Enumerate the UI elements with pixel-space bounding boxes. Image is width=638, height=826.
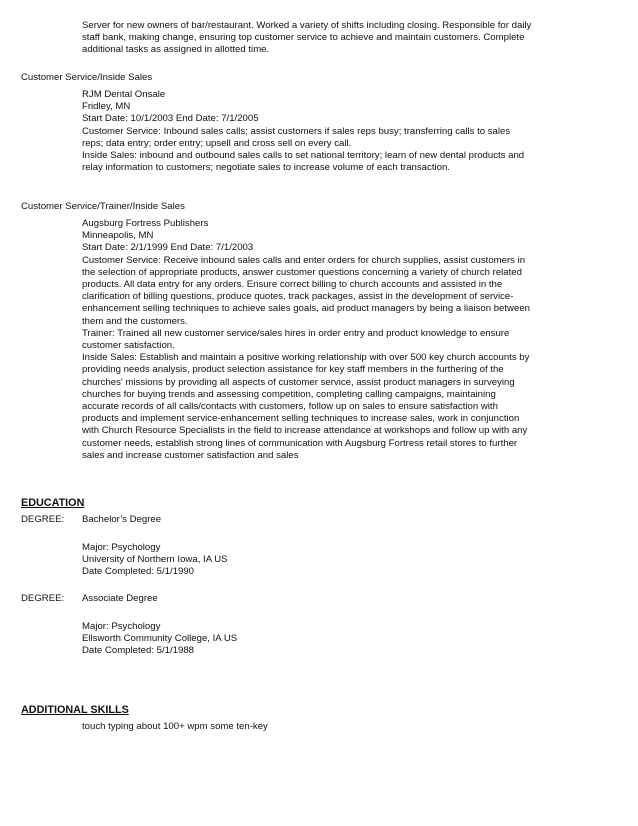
degree-detail-line: Ellsworth Community College, IA US: [82, 633, 238, 645]
degree-details: [82, 542, 582, 579]
job-line: churches for buying trends and assessing competition, completing calling campaigns, maintaining: [82, 388, 496, 400]
degree-detail-line: Major: Psychology: [82, 621, 161, 632]
degree-row: [21, 593, 158, 605]
job-line: reps; data entry; order entry; upsell and cross sell on every call.: [82, 137, 352, 149]
job-line: with Church Resource Specialists in the field to increase attendance at workshops and follow up with any: [82, 425, 528, 437]
job-line: them and the customers.: [82, 315, 188, 327]
job-title: Customer Service/Trainer/Inside Sales: [21, 201, 185, 212]
job-line: relay information to customers; negotiate sales to increase volume of each transaction.: [82, 162, 450, 174]
skills-text: touch typing about 100+ wpm some ten-key: [82, 721, 268, 732]
job-line: Minneapolis, MN: [82, 230, 154, 242]
degree-detail-line: Date Completed: 5/1/1988: [82, 645, 195, 657]
intro-line: staff bank, making change, ensuring top customer service to achieve and maintain customers. Complete: [82, 32, 525, 44]
job-line: Augsburg Fortress Publishers: [82, 218, 209, 229]
degree-detail-line: Major: Psychology: [82, 542, 161, 553]
job-line: enhancement selling techniques to achieve sales goals, aid product managers by being a liaison between: [82, 303, 530, 315]
job-line: Start Date: 2/1/1999 End Date: 7/1/2003: [82, 242, 254, 254]
job-line: products and implement service-enhancement selling techniques to increase sales, work in conjunction: [82, 413, 520, 425]
job-line: clarification of billing questions, produce quotes, track packages, assist in the development of service-: [82, 291, 514, 303]
job-line: customer satisfaction.: [82, 340, 175, 352]
job-title: Customer Service/Inside Sales: [21, 72, 153, 83]
job-line: Start Date: 10/1/2003 End Date: 7/1/2005: [82, 113, 259, 125]
job-line: Inside Sales: inbound and outbound sales calls to set national territory; learn of new dental products and: [82, 150, 525, 162]
intro-line: Server for new owners of bar/restaurant. Worked a variety of shifts including closing. Responsible for daily: [82, 20, 532, 31]
degree-label: DEGREE:: [21, 514, 65, 525]
job-details: [82, 218, 582, 462]
job-line: products. All data entry for any orders. Ensure correct billing to church accounts and assisted in the: [82, 279, 503, 291]
degree-detail-line: University of Northern Iowa, IA US: [82, 554, 228, 566]
job-line: providing needs analysis, product selection assistance for key staff members in the furthering of the: [82, 364, 504, 376]
job-line: Inside Sales: Establish and maintain a positive working relationship with over 500 key church accounts by: [82, 352, 530, 364]
degree-label: DEGREE:: [21, 593, 65, 604]
education-heading: EDUCATION: [21, 497, 85, 509]
job-details: [82, 89, 582, 174]
degree-row: [21, 514, 161, 526]
job-line: the selection of appropriate products, answer customer questions concerning a variety of church related: [82, 266, 522, 278]
job-line: Customer Service: Receive inbound sales calls and enter orders for church supplies, assist customers in: [82, 254, 526, 266]
job-line: RJM Dental Onsale: [82, 89, 166, 100]
degree-detail-line: Date Completed: 5/1/1990: [82, 566, 195, 578]
job-line: Trainer: Trained all new customer service/sales hires in order entry and product knowledge to ensure: [82, 327, 510, 339]
degree-value: Bachelor’s Degree: [82, 514, 162, 525]
job-line: Customer Service: Inbound sales calls; assist customers if sales reps busy; transferring calls to sales: [82, 125, 511, 137]
intro-paragraph: [82, 20, 582, 57]
job-line: accurate records of all calls/contacts with customers, follow up on sales to ensure satisfaction with: [82, 401, 498, 413]
job-line: sales and increase customer satisfaction and sales: [82, 449, 299, 461]
degree-details: [82, 621, 582, 658]
degree-value: Associate Degree: [82, 593, 158, 604]
job-line: Fridley, MN: [82, 101, 131, 113]
skills-heading: ADDITIONAL SKILLS: [21, 704, 129, 716]
intro-line: additional tasks as assigned in allotted time.: [82, 44, 270, 56]
job-line: churches' missions by providing all aspects of customer service, assist product managers in surveying: [82, 376, 515, 388]
job-line: customer needs, establish strong lines of communication with Augsburg Fortress retail stores to further: [82, 437, 518, 449]
